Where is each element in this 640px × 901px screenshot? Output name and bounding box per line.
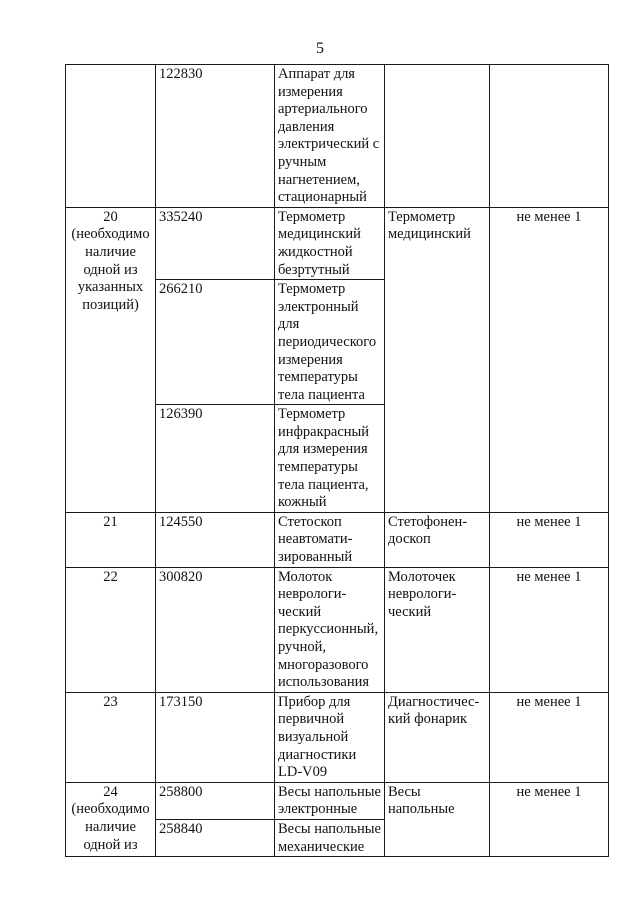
item-name-cell: Молоток неврологи-ческий перкуссионный, ручной, многоразового использования bbox=[275, 567, 385, 692]
item-code-cell: 335240 bbox=[156, 207, 275, 279]
item-name-cell: Аппарат для измерения артериального давления электрический с ручным нагнетением, стационарный bbox=[275, 65, 385, 208]
item-quantity-cell: не менее 1 bbox=[490, 207, 609, 512]
item-code-cell: 300820 bbox=[156, 567, 275, 692]
table-row bbox=[66, 65, 609, 208]
item-name-cell: Стетоскоп неавтомати-зированный bbox=[275, 512, 385, 567]
item-code-cell: 124550 bbox=[156, 512, 275, 567]
equipment-table bbox=[65, 64, 609, 857]
item-number-cell: 20 (необходимо наличие одной из указанных позиций) bbox=[66, 207, 156, 512]
table-row bbox=[66, 567, 609, 692]
item-name-cell: Весы напольные электронные bbox=[275, 782, 385, 819]
item-quantity-cell bbox=[490, 65, 609, 208]
item-code-cell: 126390 bbox=[156, 405, 275, 513]
table-row bbox=[66, 512, 609, 567]
item-code-cell: 258840 bbox=[156, 819, 275, 856]
item-code-cell: 122830 bbox=[156, 65, 275, 208]
item-name-cell: Весы напольные механические bbox=[275, 819, 385, 856]
table-row bbox=[66, 782, 609, 819]
item-category-cell: Молоточек неврологи-ческий bbox=[385, 567, 490, 692]
item-quantity-cell: не менее 1 bbox=[490, 782, 609, 856]
item-category-cell: Стетофонен-доскоп bbox=[385, 512, 490, 567]
item-name-cell: Термометр медицинский жидкостной безртутный bbox=[275, 207, 385, 279]
item-category-cell: Диагностичес-кий фонарик bbox=[385, 692, 490, 782]
item-category-cell bbox=[385, 65, 490, 208]
item-quantity-cell: не менее 1 bbox=[490, 512, 609, 567]
page-number: 5 bbox=[316, 40, 324, 57]
item-number-cell: 23 bbox=[66, 692, 156, 782]
item-number-cell: 22 bbox=[66, 567, 156, 692]
item-number-cell: 21 bbox=[66, 512, 156, 567]
item-code-cell: 266210 bbox=[156, 280, 275, 405]
item-name-cell: Термометр электронный для периодического измерения температуры тела пациента bbox=[275, 280, 385, 405]
item-category-cell: Термометр медицинский bbox=[385, 207, 490, 512]
item-quantity-cell: не менее 1 bbox=[490, 692, 609, 782]
table-row bbox=[66, 692, 609, 782]
item-number-cell bbox=[66, 65, 156, 208]
item-name-cell: Прибор для первичной визуальной диагностики LD-V09 bbox=[275, 692, 385, 782]
table-row bbox=[66, 207, 609, 279]
item-quantity-cell: не менее 1 bbox=[490, 567, 609, 692]
item-name-cell: Термометр инфракрасный для измерения температуры тела пациента, кожный bbox=[275, 405, 385, 513]
item-category-cell: Весы напольные bbox=[385, 782, 490, 856]
item-code-cell: 173150 bbox=[156, 692, 275, 782]
item-code-cell: 258800 bbox=[156, 782, 275, 819]
item-number-cell: 24 (необходимо наличие одной из bbox=[66, 782, 156, 856]
